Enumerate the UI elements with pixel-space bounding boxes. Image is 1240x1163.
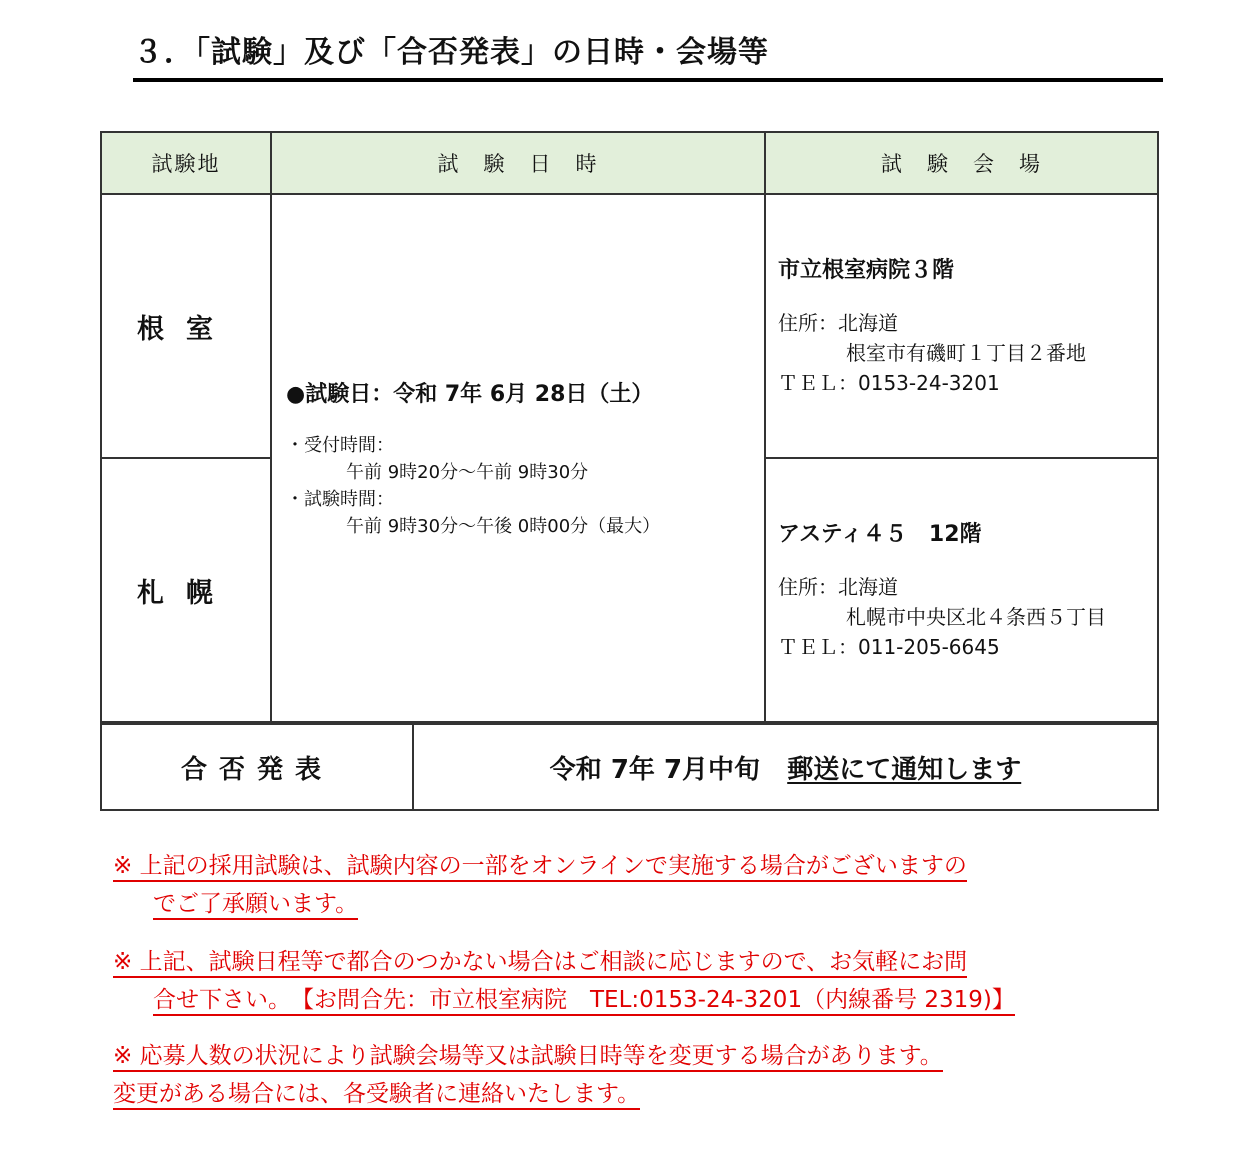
exam-time: 午前 9時30分〜午後 0時00分（最大） — [346, 515, 661, 537]
result-date: 令和 7年 7月中旬 — [549, 754, 761, 785]
note-online-exam — [113, 847, 967, 923]
location-sapporo: 札幌 — [101, 458, 271, 722]
note-line: 変更がある場合には、各受験者に連絡いたします。 — [113, 1081, 640, 1110]
note-schedule-consultation — [113, 943, 1015, 1019]
header-location: 試験地 — [101, 132, 271, 194]
venue-address: 根室市有磯町１丁目２番地 — [846, 341, 1086, 365]
exam-date: ●試験日：令和 7年 6月 28日（土） — [286, 381, 654, 407]
note-line: 合せ下さい。 【お問合先：市立根室病院 TEL:0153-24-3201（内線番号 2319)】 — [153, 987, 1015, 1016]
header-datetime: 試 験 日 時 — [271, 132, 765, 194]
note-change-notice — [113, 1037, 943, 1113]
table-row-nemuro — [101, 194, 1158, 458]
venue-nemuro — [765, 194, 1158, 458]
location-nemuro: 根室 — [101, 194, 271, 458]
table-header-row — [101, 132, 1158, 194]
result-row — [101, 724, 1158, 810]
venue-address-label: 住所：北海道 — [778, 575, 898, 599]
exam-datetime-cell — [271, 194, 765, 722]
venue-sapporo — [765, 458, 1158, 722]
venue-address-label: 住所：北海道 — [778, 311, 898, 335]
note-line: ※ 応募人数の状況により試験会場等又は試験日時等を変更する場合があります。 — [113, 1043, 943, 1072]
result-label: 合否発表 — [101, 724, 413, 810]
note-line: ※ 上記、試験日程等で都合のつかない場合はご相談に応じますので、お気軽にお問 — [113, 949, 967, 978]
section-heading: ３．「試験」及び「合否発表」の日時・会場等 — [133, 30, 1163, 82]
result-detail — [413, 724, 1158, 810]
reception-time: 午前 9時20分〜午前 9時30分 — [346, 461, 589, 483]
exam-schedule-table — [100, 131, 1159, 723]
result-announcement-table — [100, 723, 1159, 811]
venue-tel: ＴＥＬ：0153-24-3201 — [778, 371, 1000, 395]
venue-name: アスティ４５ 12階 — [778, 522, 982, 547]
header-venue: 試 験 会 場 — [765, 132, 1158, 194]
reception-label: ・受付時間： — [286, 434, 394, 456]
result-method: 郵送にて通知します — [787, 754, 1022, 785]
venue-tel: ＴＥＬ：011-205-6645 — [778, 635, 1000, 659]
venue-address: 札幌市中央区北４条西５丁目 — [846, 605, 1106, 629]
venue-name: 市立根室病院３階 — [778, 258, 955, 283]
exam-time-label: ・試験時間： — [286, 488, 394, 510]
note-line: でご了承願います。 — [153, 891, 358, 920]
note-line: ※ 上記の採用試験は、試験内容の一部をオンラインで実施する場合がございますの — [113, 853, 967, 882]
